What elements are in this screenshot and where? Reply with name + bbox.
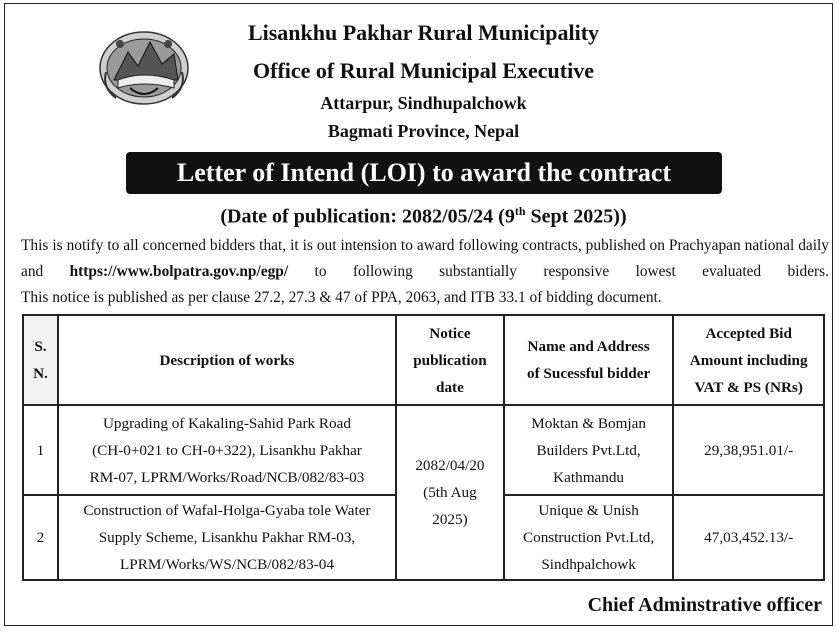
- municipality-name: Lisankhu Pakhar Rural Municipality: [247, 20, 600, 45]
- signature-title: Chief Adminstrative officer: [587, 594, 822, 616]
- office-province: Bagmati Province, Nepal: [327, 121, 520, 141]
- amount-cell: 47,03,452.13/-: [673, 495, 824, 580]
- publication-date: (Date of publication: 2082/05/24 (9th Sept 2025)): [220, 204, 627, 228]
- table-row: [23, 405, 824, 495]
- notice-title: Letter of Intend (LOI) to award the contract: [126, 152, 722, 194]
- bidder-cell: Unique & Unish Construction Pvt.Ltd, Sindhpalchowk: [504, 495, 674, 580]
- notice-paragraph: This is notify to all concerned bidders that, it is out intension to award following contracts, published on Prachyapan national daily and https://www.bolpatra.gov.np/egp/ to following substantially responsive lowest evaluated biders. This notice is published as per clause 27.2, 27.3 & 47 of PPA, 2063, and ITB 33.1 of bidding document.: [21, 237, 829, 306]
- bidder-cell: Moktan & Bomjan Builders Pvt.Ltd, Kathmandu: [504, 405, 674, 495]
- amount-cell: 29,38,951.01/-: [673, 405, 824, 495]
- description-header: Description of works: [58, 315, 396, 405]
- amount-header: Accepted Bid Amount including VAT & PS (NRs): [673, 315, 824, 405]
- sn-cell: 1: [23, 405, 58, 495]
- office-address: Attarpur, Sindhupalchowk: [320, 93, 527, 113]
- description-cell: Upgrading of Kakaling-Sahid Park Road (CH-0+021 to CH-0+322), Lisankhu Pakhar RM-07, LPRM/Works/Road/NCB/082/83-03: [58, 405, 396, 495]
- notice-date-cell: 2082/04/20 (5th Aug 2025): [396, 405, 504, 580]
- bolpatra-link[interactable]: https://www.bolpatra.gov.np/egp/: [69, 263, 289, 280]
- notice-date-header: Notice publication date: [396, 315, 504, 405]
- description-cell: Construction of Wafal-Holga-Gyaba tole Water Supply Scheme, Lisankhu Pakhar RM-03, LPRM/Works/WS/NCB/082/83-04: [58, 495, 396, 580]
- sn-cell: 2: [23, 495, 58, 580]
- sn-header: S. N.: [23, 315, 58, 405]
- bidder-header: Name and Address of Sucessful bidder: [504, 315, 674, 405]
- office-name: Office of Rural Municipal Executive: [253, 58, 594, 83]
- table-header-row: [23, 315, 824, 405]
- contracts-table: [22, 314, 825, 581]
- notice-page: [4, 3, 833, 626]
